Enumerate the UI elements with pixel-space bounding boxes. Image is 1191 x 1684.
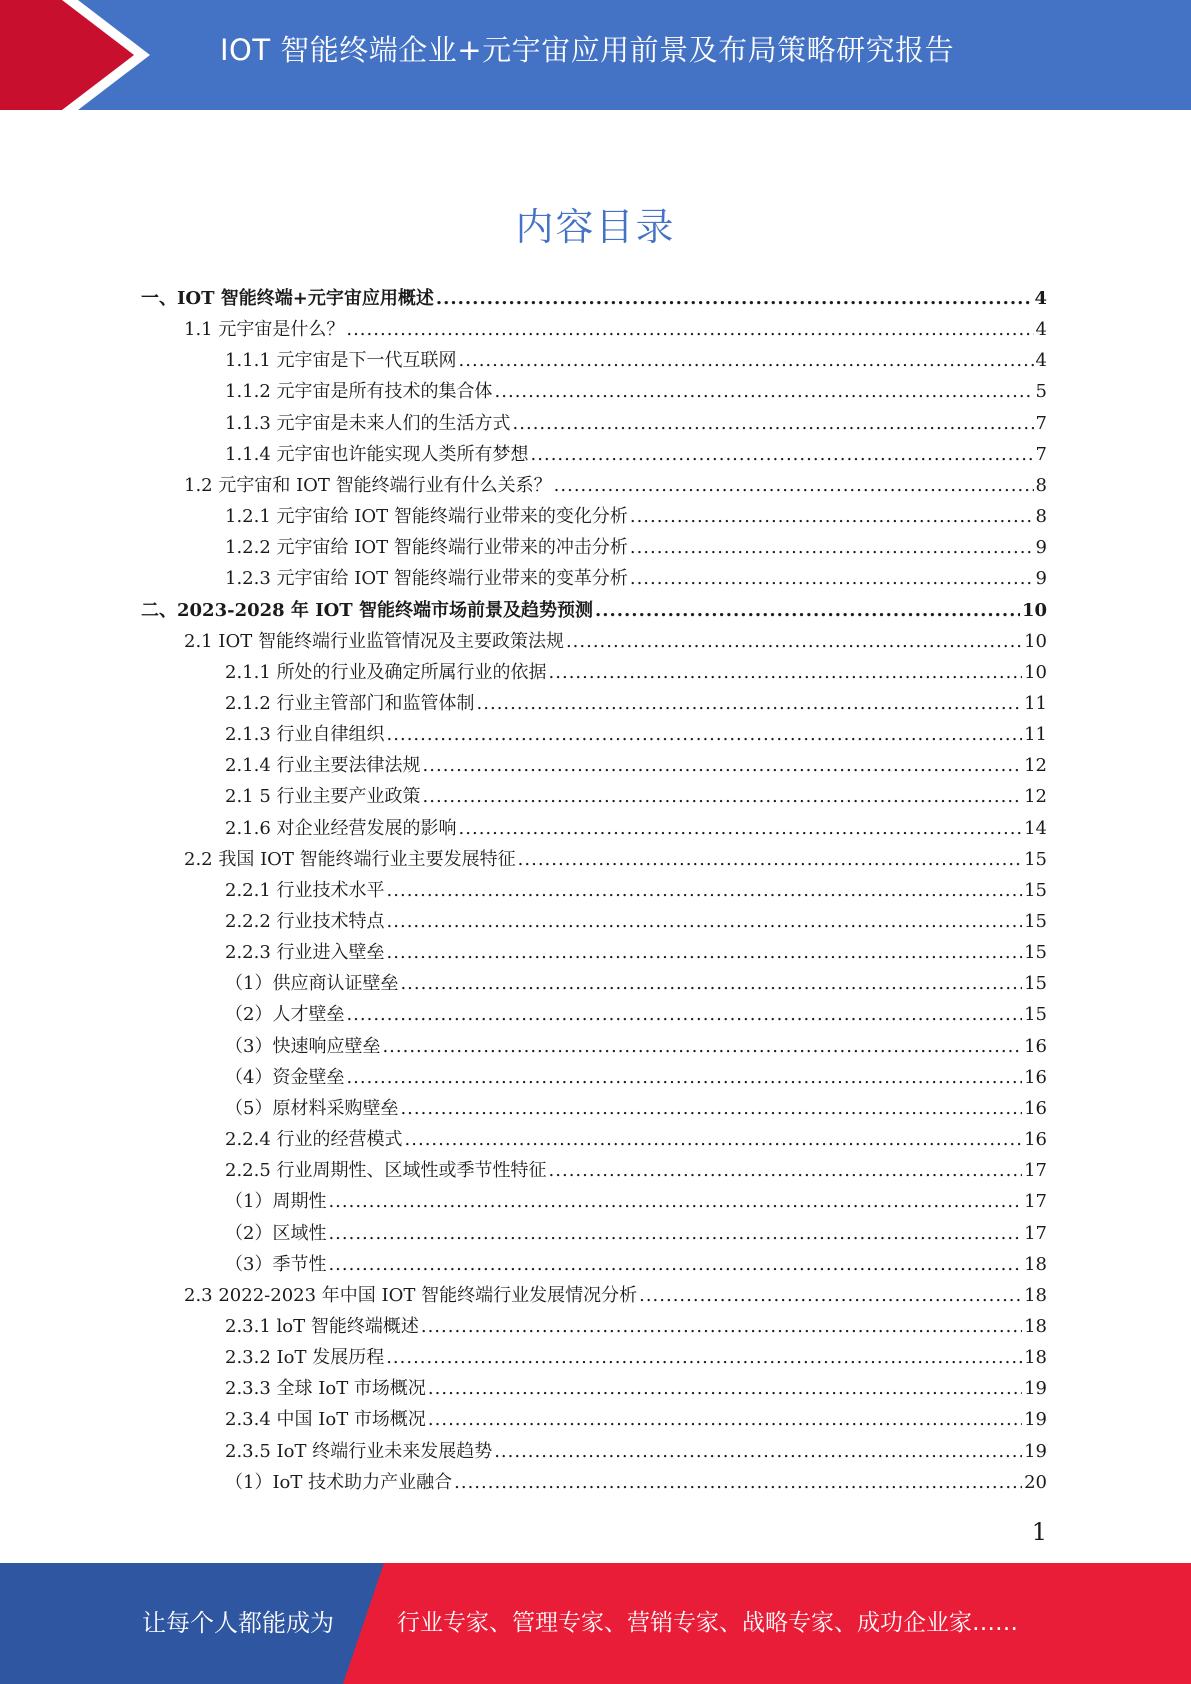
footer-slogan-right: 行业专家、管理专家、营销专家、战略专家、成功企业家…… (397, 1610, 1018, 1636)
toc-dot-leader (566, 626, 1022, 657)
toc-dot-leader (387, 906, 1023, 937)
toc-entry-label: 2.2.3 行业进入壁垒 (225, 942, 385, 964)
toc-entry[interactable] (225, 1218, 1047, 1249)
toc-entry[interactable] (225, 1155, 1047, 1186)
header-arrow-graphic (0, 0, 160, 110)
toc-entry[interactable] (225, 1311, 1047, 1342)
toc-entry[interactable] (225, 563, 1047, 594)
toc-entry-label: 二、2023-2028 年 IOT 智能终端市场前景及趋势预测 (141, 599, 593, 621)
toc-dot-leader (400, 1093, 1022, 1124)
toc-dot-leader (518, 844, 1022, 875)
toc-dot-leader (346, 314, 1033, 345)
toc-dot-leader (387, 719, 1023, 750)
toc-dot-leader (639, 1280, 1022, 1311)
toc-entry-page: 7 (1035, 443, 1047, 465)
toc-entry[interactable] (225, 1186, 1047, 1217)
toc-entry-page: 17 (1024, 1191, 1047, 1213)
toc-entry[interactable] (225, 501, 1047, 532)
toc-entry-label: 2.1 IOT 智能终端行业监管情况及主要政策法规 (184, 630, 564, 652)
toc-dot-leader (477, 688, 1023, 719)
toc-entry-label: 1.1.2 元宇宙是所有技术的集合体 (225, 381, 493, 403)
toc-entry-label: 2.1.4 行业主要法律法规 (225, 755, 421, 777)
toc-entry[interactable] (225, 1342, 1047, 1373)
toc-entry-label: （1）周期性 (225, 1191, 327, 1213)
toc-dot-leader (428, 1373, 1022, 1404)
toc-entry-page: 19 (1024, 1409, 1047, 1431)
toc-entry-label: 2.3.1 loT 智能终端概述 (225, 1315, 419, 1337)
toc-entry-page: 10 (1024, 630, 1047, 652)
header-banner (0, 0, 1191, 110)
toc-entry-label: 1.2.2 元宇宙给 IOT 智能终端行业带来的冲击分析 (225, 537, 628, 559)
toc-entry-label: （4）资金壁垒 (225, 1066, 345, 1088)
toc-dot-leader (387, 875, 1023, 906)
toc-entry-label: 一、IOT 智能终端+元宇宙应用概述 (141, 288, 434, 309)
toc-entry[interactable] (225, 1093, 1047, 1124)
toc-dot-leader (423, 750, 1023, 781)
toc-entry-label: （5）原材料采购壁垒 (225, 1097, 399, 1119)
toc-dot-leader (328, 1186, 1022, 1217)
toc-entry-page: 9 (1035, 568, 1047, 590)
toc-entry-label: 2.3.5 IoT 终端行业未来发展趋势 (225, 1440, 493, 1462)
toc-entry-page: 17 (1024, 1222, 1047, 1244)
toc-dot-leader (595, 595, 1020, 626)
toc-entry-page: 15 (1024, 942, 1047, 964)
toc-dot-leader (421, 1311, 1022, 1342)
toc-entry-label: （3）季节性 (225, 1253, 327, 1275)
toc-dot-leader (436, 283, 1033, 314)
toc-entry-page: 18 (1024, 1347, 1047, 1369)
toc-entry-label: 2.1.3 行业自律组织 (225, 724, 385, 746)
toc-entry-label: 2.1.6 对企业经营发展的影响 (225, 817, 457, 839)
toc-entry[interactable] (225, 1249, 1047, 1280)
toc-entry-page: 8 (1035, 474, 1047, 496)
toc-entry-label: 2.3 2022-2023 年中国 IOT 智能终端行业发展情况分析 (184, 1284, 638, 1306)
toc-dot-leader (531, 439, 1034, 470)
toc-entry[interactable] (225, 1373, 1047, 1404)
toc-entry-label: 2.1.1 所处的行业及确定所属行业的依据 (225, 661, 547, 683)
toc-entry-page: 14 (1024, 817, 1047, 839)
toc-entry-page: 16 (1024, 1035, 1047, 1057)
toc-entry-label: 2.2 我国 IOT 智能终端行业主要发展特征 (184, 848, 516, 870)
toc-entry[interactable] (225, 750, 1047, 781)
toc-entry-page: 15 (1024, 973, 1047, 995)
toc-entry-label: （1）供应商认证壁垒 (225, 973, 399, 995)
toc-title: 内容目录 (515, 205, 676, 249)
toc-entry[interactable] (225, 408, 1047, 439)
toc-dot-leader (328, 1249, 1022, 1280)
toc-entry-label: 2.3.2 IoT 发展历程 (225, 1347, 385, 1369)
toc-entry-label: 1.2 元宇宙和 IOT 智能终端行业有什么关系？ (184, 474, 552, 496)
toc-entry-page: 15 (1024, 1004, 1047, 1026)
toc-entry-page: 4 (1034, 288, 1047, 309)
toc-dot-leader (405, 1124, 1023, 1155)
toc-entry[interactable] (184, 844, 1047, 875)
toc-entry[interactable] (225, 999, 1047, 1030)
toc-entry-label: 1.1.4 元宇宙也许能实现人类所有梦想 (225, 443, 529, 465)
toc-entry[interactable] (184, 470, 1047, 501)
toc-entry[interactable] (225, 1404, 1047, 1435)
toc-entry[interactable] (225, 1436, 1047, 1467)
toc-entry-label: 2.1.2 行业主管部门和监管体制 (225, 692, 475, 714)
toc-dot-leader (423, 781, 1023, 812)
toc-entry[interactable] (225, 875, 1047, 906)
toc-entry[interactable] (225, 532, 1047, 563)
toc-entry[interactable] (225, 968, 1047, 999)
toc-entry[interactable] (141, 595, 1047, 626)
toc-entry-page: 4 (1035, 319, 1047, 341)
toc-entry-page: 12 (1024, 786, 1047, 808)
toc-dot-leader (549, 657, 1023, 688)
toc-dot-leader (513, 408, 1034, 439)
toc-dot-leader (346, 1062, 1022, 1093)
toc-dot-leader (400, 968, 1022, 999)
toc-entry[interactable] (225, 657, 1047, 688)
footer-slogan-left: 让每个人都能成为 (142, 1609, 334, 1637)
toc-dot-leader (328, 1218, 1022, 1249)
toc-entry[interactable] (225, 719, 1047, 750)
toc-entry[interactable] (225, 1124, 1047, 1155)
toc-entry-page: 19 (1024, 1440, 1047, 1462)
toc-dot-leader (495, 376, 1034, 407)
toc-dot-leader (494, 1436, 1022, 1467)
toc-entry[interactable] (184, 1280, 1047, 1311)
toc-dot-leader (459, 813, 1023, 844)
toc-entry-page: 18 (1024, 1284, 1047, 1306)
toc-entry-label: 2.2.4 行业的经营模式 (225, 1129, 403, 1151)
toc-dot-leader (428, 1404, 1022, 1435)
toc-entry-page: 16 (1024, 1066, 1047, 1088)
toc-entry[interactable] (225, 937, 1047, 968)
toc-entry[interactable] (225, 906, 1047, 937)
toc-entry-page: 9 (1035, 537, 1047, 559)
toc-entry-label: （3）快速响应壁垒 (225, 1035, 381, 1057)
toc-entry-label: 2.2.5 行业周期性、区域性或季节性特征 (225, 1160, 547, 1182)
toc-entry-page: 12 (1024, 755, 1047, 777)
toc-dot-leader (549, 1155, 1023, 1186)
toc-dot-leader (630, 501, 1034, 532)
toc-entry-page: 4 (1035, 350, 1047, 372)
toc-entry-page: 19 (1024, 1378, 1047, 1400)
toc-entry[interactable] (225, 1062, 1047, 1093)
toc-entry-label: 1.1.3 元宇宙是未来人们的生活方式 (225, 412, 511, 434)
toc-entry-label: （2）区域性 (225, 1222, 327, 1244)
toc-entry-page: 18 (1024, 1253, 1047, 1275)
toc-dot-leader (382, 1031, 1022, 1062)
toc-entry-page: 15 (1024, 911, 1047, 932)
toc-entry[interactable] (225, 1467, 1047, 1498)
toc-entry[interactable] (225, 813, 1047, 844)
toc-entry[interactable] (225, 439, 1047, 470)
toc-entry-label: 1.2.3 元宇宙给 IOT 智能终端行业带来的变革分析 (225, 568, 628, 590)
toc-entry-label: 2.2.2 行业技术特点 (225, 911, 385, 932)
toc-entry-page: 15 (1024, 879, 1047, 901)
toc-entry-label: 2.3.3 全球 IoT 市场概况 (225, 1378, 426, 1400)
toc-entry-page: 10 (1024, 661, 1047, 683)
toc-dot-leader (630, 563, 1034, 594)
toc-entry-page: 18 (1024, 1315, 1047, 1337)
toc-entry-label: 2.1 5 行业主要产业政策 (225, 786, 421, 808)
toc-entry-page: 11 (1024, 724, 1047, 746)
toc-entry-page: 20 (1024, 1471, 1047, 1493)
toc-dot-leader (454, 1467, 1022, 1498)
toc-dot-leader (386, 1342, 1022, 1373)
footer-banner (0, 1563, 1191, 1684)
toc-entry[interactable] (225, 345, 1047, 376)
toc-entry-page: 16 (1024, 1129, 1047, 1151)
report-title: IOT 智能终端企业+元宇宙应用前景及布局策略研究报告 (220, 33, 955, 67)
toc-entry[interactable] (225, 688, 1047, 719)
page-number: 1 (1031, 1518, 1047, 1546)
toc-dot-leader (630, 532, 1034, 563)
toc-entry[interactable] (225, 1031, 1047, 1062)
toc-dot-leader (459, 345, 1034, 376)
toc-entry-label: 1.2.1 元宇宙给 IOT 智能终端行业带来的变化分析 (225, 506, 628, 528)
toc-entry-page: 15 (1024, 848, 1047, 870)
toc-entry[interactable] (184, 626, 1047, 657)
toc-entry-page: 8 (1035, 506, 1047, 528)
toc-entry-label: 2.2.1 行业技术水平 (225, 879, 385, 901)
toc-entry[interactable] (225, 376, 1047, 407)
toc-entry-page: 11 (1024, 692, 1047, 714)
toc-dot-leader (554, 470, 1034, 501)
toc-dot-leader (346, 999, 1022, 1030)
toc-entry[interactable] (141, 283, 1047, 314)
toc-entry-page: 7 (1035, 412, 1047, 434)
toc-entry-page: 10 (1021, 599, 1047, 621)
toc-entry-label: 1.1.1 元宇宙是下一代互联网 (225, 350, 457, 372)
toc-entry[interactable] (184, 314, 1047, 345)
toc-entry-label: 2.3.4 中国 IoT 市场概况 (225, 1409, 426, 1431)
toc-entry-label: （1）IoT 技术助力产业融合 (225, 1471, 453, 1493)
toc-entry-label: 1.1 元宇宙是什么？ (184, 319, 345, 341)
toc-entry-page: 5 (1035, 381, 1047, 403)
toc-entry[interactable] (225, 781, 1047, 812)
toc-entry-page: 17 (1024, 1160, 1047, 1182)
toc-entry-label: （2）人才壁垒 (225, 1004, 345, 1026)
toc-entry-page: 16 (1024, 1097, 1047, 1119)
toc-dot-leader (387, 937, 1023, 968)
